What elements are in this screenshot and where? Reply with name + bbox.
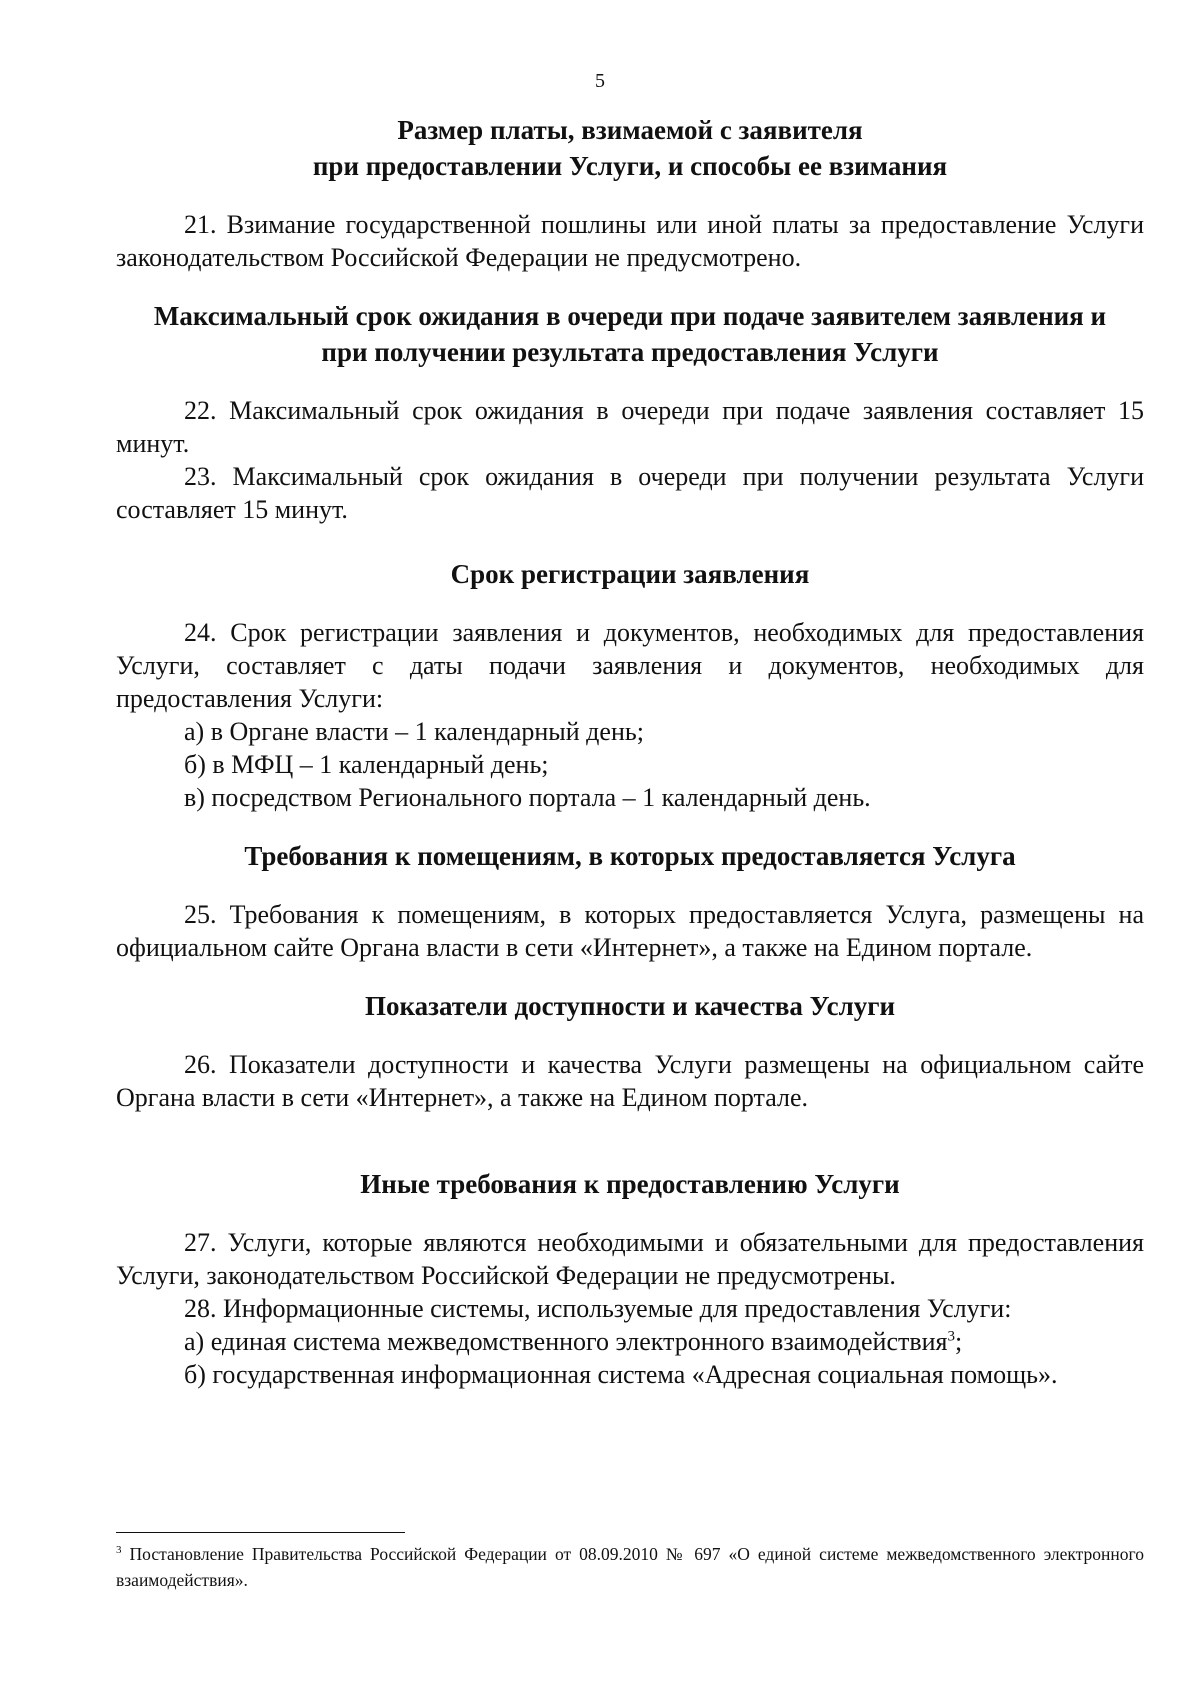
heading-fee-line1: Размер платы, взимаемой с заявителя <box>397 115 863 145</box>
heading-fee-line2: при предоставлении Услуги, и способы ее взимания <box>312 151 948 181</box>
paragraph-24: 24. Срок регистрации заявления и документов, необходимых для предоставления Услуги, составляет с даты подачи заявления и документов, необходимых для предоставления Услуги: <box>116 618 1144 713</box>
footnote <box>116 1541 1144 1593</box>
paragraph-27: 27. Услуги, которые являются необходимыми и обязательными для предоставления Услуги, законодательством Российской Федерации не предусмотрены. <box>116 1228 1144 1290</box>
heading-fee <box>116 112 1144 184</box>
paragraph-22: 22. Максимальный срок ожидания в очереди при подаче заявления составляет 15 минут. <box>116 396 1144 458</box>
heading-quality: Показатели доступности и качества Услуги <box>364 991 896 1021</box>
list-item-28a-end: ; <box>955 1327 963 1356</box>
paragraph-21: 21. Взимание государственной пошлины или иной платы за предоставление Услуги законодательством Российской Федерации не предусмотрено. <box>116 210 1144 272</box>
heading-queue-line1: Максимальный срок ожидания в очереди при подаче заявителем заявления и <box>153 301 1107 331</box>
heading-registration: Срок регистрации заявления <box>450 559 810 589</box>
paragraph-23: 23. Максимальный срок ожидания в очереди при получении результата Услуги составляет 15 минут. <box>116 462 1144 524</box>
heading-other: Иные требования к предоставлению Услуги <box>360 1169 900 1199</box>
list-item-28a <box>116 1325 1144 1358</box>
list-item-24c: в) посредством Регионального портала – 1 календарный день. <box>184 783 871 812</box>
page-content <box>116 0 1144 1391</box>
footnote-reference[interactable]: 3 <box>947 1328 955 1345</box>
footnote-divider <box>116 1532 405 1533</box>
footnote-text: Постановление Правительства Российской Федерации от 08.09.2010 № 697 «О единой системе межведомственного электронного взаимодействия». <box>116 1544 1144 1590</box>
footnote-marker: 3 <box>116 1544 122 1557</box>
paragraph-25: 25. Требования к помещениям, в которых предоставляется Услуга, размещены на официальном сайте Органа власти в сети «Интернет», а также на Едином портале. <box>116 900 1144 962</box>
list-item-28b: б) государственная информационная система «Адресная социальная помощь». <box>184 1360 1058 1389</box>
heading-queue-line2: при получении результата предоставления Услуги <box>321 337 939 367</box>
list-item-28a-text: а) единая система межведомственного электронного взаимодействия <box>184 1327 948 1356</box>
page-number: 5 <box>595 70 605 92</box>
paragraph-26: 26. Показатели доступности и качества Услуги размещены на официальном сайте Органа власти в сети «Интернет», а также на Едином портале. <box>116 1050 1144 1112</box>
paragraph-28: 28. Информационные системы, используемые для предоставления Услуги: <box>184 1294 1012 1323</box>
heading-queue <box>116 298 1144 370</box>
list-item-24a: а) в Органе власти – 1 календарный день; <box>184 717 644 746</box>
list-item-24b: б) в МФЦ – 1 календарный день; <box>184 750 549 779</box>
heading-premises: Требования к помещениям, в которых предоставляется Услуга <box>244 841 1016 871</box>
